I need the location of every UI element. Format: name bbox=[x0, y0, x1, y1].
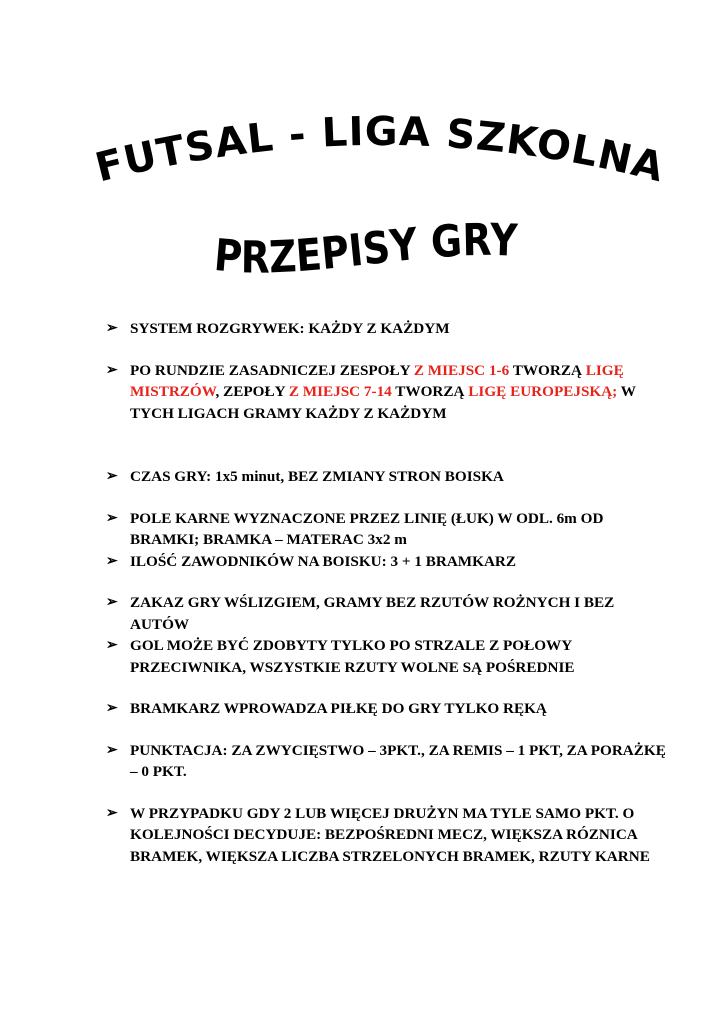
highlight-text: LIGĘ EUROPEJSKĄ; bbox=[468, 383, 618, 400]
rule-text: ILOŚĆ ZAWODNIKÓW NA BOISKU: 3 + 1 BRAMKARZ bbox=[130, 552, 517, 570]
subtitle-wordart bbox=[200, 208, 530, 288]
rule-text: BRAMKARZ WPROWADZA PIŁKĘ DO GRY TYLKO RĘKĄ bbox=[130, 700, 547, 717]
rule-text: SYSTEM ROZGRYWEK: KAŻDY Z KAŻDYM bbox=[130, 320, 450, 337]
highlight-text: Z MIEJSC 7-14 bbox=[288, 383, 392, 400]
arrow-bullet-icon: ➢ bbox=[106, 362, 118, 378]
rule-text: POLE KARNE WYZNACZONE PRZEZ LINIĘ (ŁUK) W ODL. 6m OD BRAMKI; BRAMKA – MATERAC 3x2 m bbox=[130, 509, 604, 548]
rule-item bbox=[106, 551, 666, 573]
rule-text: GOL MOŻE BYĆ ZDOBYTY TYLKO PO STRZALE Z POŁOWY PRZECIWNIKA, WSZYSTKIE RZUTY WOLNE SĄ POŚREDNIE bbox=[130, 637, 575, 676]
highlight-text: Z MIEJSC 1-6 bbox=[413, 361, 510, 379]
title-arc-svg bbox=[70, 105, 690, 205]
rule-item bbox=[106, 592, 666, 635]
rule-item bbox=[106, 466, 666, 488]
arrow-bullet-icon: ➢ bbox=[106, 742, 118, 758]
rule-item bbox=[106, 698, 666, 720]
rule-text: ZAKAZ GRY WŚLIZGIEM, GRAMY BEZ RZUTÓW ROŻNYCH I BEZ AUTÓW bbox=[130, 594, 615, 633]
arrow-bullet-icon: ➢ bbox=[106, 638, 118, 653]
arrow-bullet-icon: ➢ bbox=[106, 321, 118, 336]
arrow-bullet-icon: ➢ bbox=[106, 469, 118, 484]
arrow-bullet-icon: ➢ bbox=[106, 701, 118, 716]
rule-text: W PRZYPADKU GDY 2 LUB WIĘCEJ DRUŻYN MA TYLE SAMO PKT. O KOLEJNOŚCI DECYDUJE: BEZPOŚREDNI MECZ, WIĘKSZA RÓZNICA BRAMEK, WIĘKSZA LICZBA STRZELONYCH BRAMEK, RZUTY KARNE bbox=[130, 804, 650, 865]
rule-item bbox=[106, 508, 666, 551]
highlight-text: LIGĘ MISTRZÓW bbox=[130, 361, 624, 400]
page-subtitle: PRZEPISY GRY bbox=[212, 214, 519, 284]
arrow-bullet-icon: ➢ bbox=[106, 805, 118, 821]
rules-list bbox=[106, 318, 666, 867]
rule-text: PUNKTACJA: ZA ZWYCIĘSTWO – 3PKT., ZA REMIS – 1 PKT, ZA PORAŻKĘ – 0 PKT. bbox=[130, 741, 666, 780]
rule-text: CZAS GRY: 1x5 minut, BEZ ZMIANY STRON BOISKA bbox=[130, 468, 504, 485]
arrow-bullet-icon: ➢ bbox=[106, 553, 118, 569]
rule-text: PO RUNDZIE ZASADNICZEJ ZESPOŁY Z MIEJSC 1-6 TWORZĄ LIGĘ MISTRZÓW, ZEPOŁY Z MIEJSC 7-14 TWORZĄ LIGĘ EUROPEJSKĄ; W TYCH LIGACH GRAMY KAŻDY Z KAŻDYM bbox=[130, 361, 636, 422]
title-wordart bbox=[70, 105, 690, 205]
arrow-bullet-icon: ➢ bbox=[106, 510, 118, 526]
rule-item bbox=[106, 740, 666, 783]
page-title: FUTSAL - LIGA SZKOLNA bbox=[90, 108, 670, 192]
rule-item bbox=[106, 360, 666, 425]
rule-item bbox=[106, 803, 666, 868]
rule-item bbox=[106, 318, 666, 340]
rule-item bbox=[106, 635, 666, 678]
subtitle-wave-svg bbox=[200, 208, 530, 288]
arrow-bullet-icon: ➢ bbox=[106, 595, 118, 610]
